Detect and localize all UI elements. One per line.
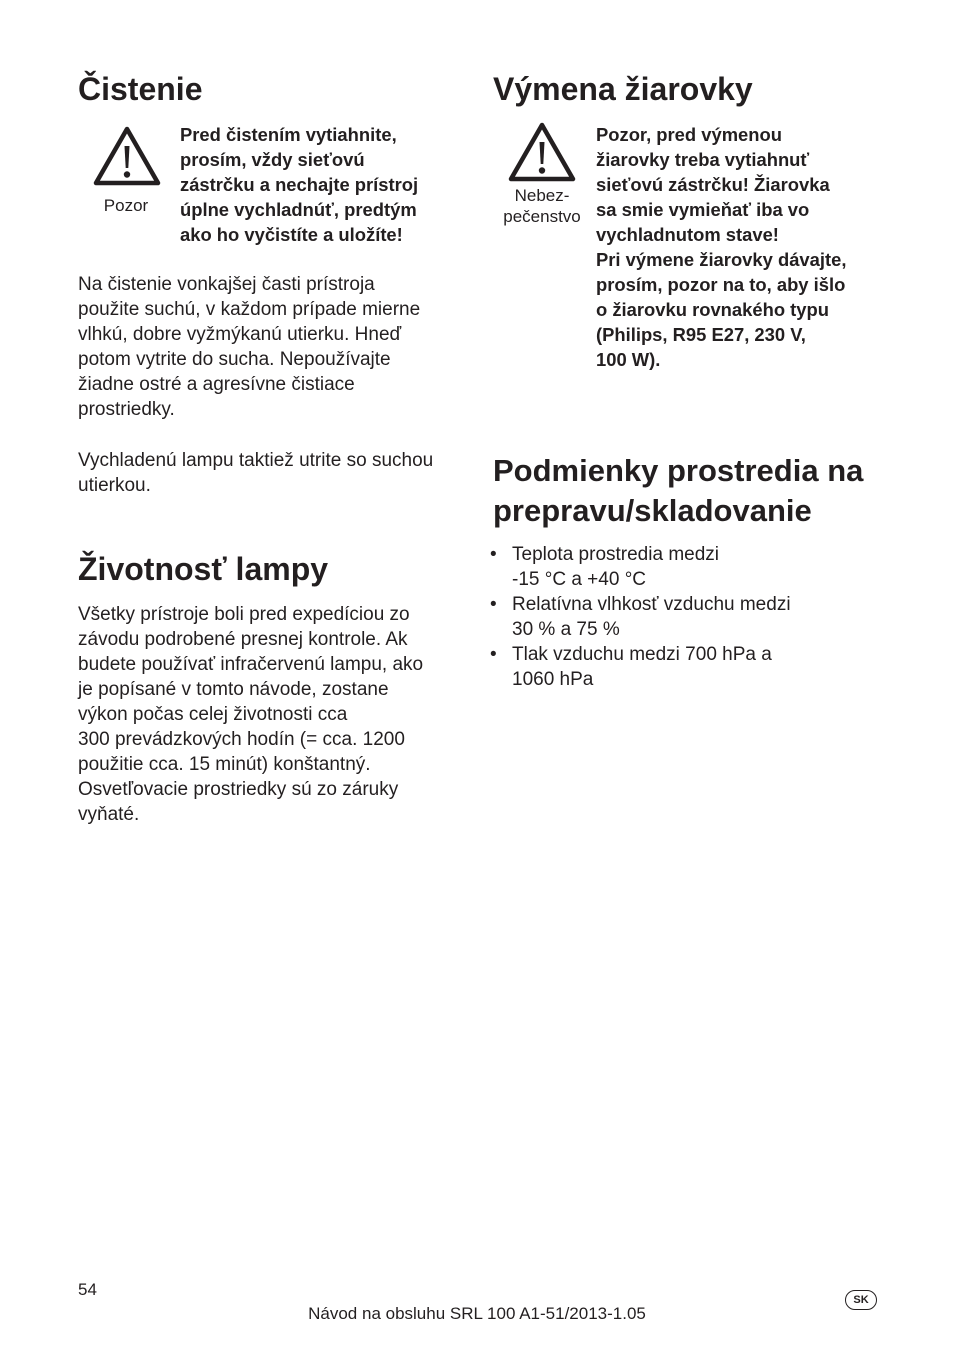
list-item-line: 1060 hPa bbox=[512, 669, 594, 690]
warning-line: ako ho vyčistíte a uložíte! bbox=[180, 224, 403, 245]
list-item bbox=[478, 592, 791, 642]
warning-label-line: pečenstvo bbox=[503, 207, 581, 226]
paragraph-line: 300 prevádzkových hodín (= cca. 1200 bbox=[78, 729, 405, 750]
paragraph-line: Osvetľovacie prostriedky sú zo záruky bbox=[78, 779, 399, 800]
title-line: prepravu/skladovanie bbox=[493, 493, 812, 528]
warning-line: sieťovú zástrčku! Žiarovka bbox=[596, 174, 830, 195]
paragraph-line: budete používať infračervenú lampu, ako bbox=[78, 654, 424, 675]
warning-triangle-icon bbox=[92, 124, 162, 188]
language-badge: SK bbox=[845, 1290, 877, 1310]
conditions-list bbox=[478, 542, 791, 692]
list-item bbox=[478, 642, 791, 692]
cleaning-paragraph bbox=[78, 272, 420, 422]
list-item-line: Relatívna vlhkosť vzduchu medzi bbox=[512, 594, 791, 615]
cleaning-title: Čistenie bbox=[78, 71, 203, 107]
warning-line: úplne vychladnúť, predtým bbox=[180, 199, 417, 220]
warning-triangle-icon bbox=[507, 120, 577, 184]
title-line: Podmienky prostredia na bbox=[493, 453, 864, 488]
list-item-line: -15 °C a +40 °C bbox=[512, 569, 647, 590]
warning-line: vychladnutom stave! bbox=[596, 224, 779, 245]
warning-line: Pozor, pred výmenou bbox=[596, 124, 782, 145]
page-number: 54 bbox=[78, 1280, 97, 1299]
list-item-line: Tlak vzduchu medzi 700 hPa a bbox=[512, 644, 772, 665]
list-item bbox=[478, 542, 791, 592]
warning-line: prosím, pozor na to, aby išlo bbox=[596, 274, 846, 295]
bullet: • bbox=[490, 644, 497, 665]
paragraph-line: použitie cca. 15 minút) konštantný. bbox=[78, 754, 371, 775]
lifetime-title: Životnosť lampy bbox=[78, 551, 329, 587]
paragraph-line: žiadne ostré a agresívne čistiace bbox=[78, 374, 355, 395]
paragraph-line: Všetky prístroje boli pred expedíciou zo bbox=[78, 604, 410, 625]
warning-line: o žiarovku rovnakého typu bbox=[596, 299, 829, 320]
warning-line: Pri výmene žiarovky dávajte, bbox=[596, 249, 847, 270]
list-item-line: Teplota prostredia medzi bbox=[512, 544, 719, 565]
bullet: • bbox=[490, 544, 497, 565]
list-item-line: 30 % a 75 % bbox=[512, 619, 620, 640]
warning-line: žiarovky treba vytiahnuť bbox=[596, 149, 810, 170]
paragraph-line: utierkou. bbox=[78, 475, 151, 496]
warning-line: sa smie vymieňať iba vo bbox=[596, 199, 810, 220]
paragraph-line: potom vytrite do sucha. Nepoužívajte bbox=[78, 349, 391, 370]
warning-label bbox=[494, 185, 590, 227]
paragraph-line: prostriedky. bbox=[78, 399, 175, 420]
paragraph-line: závodu podrobené presnej kontrole. Ak bbox=[78, 629, 408, 650]
paragraph-line: vlhkú, dobre vyžmýkanú utierku. Hneď bbox=[78, 324, 402, 345]
conditions-title bbox=[493, 451, 863, 531]
bullet: • bbox=[490, 594, 497, 615]
bulb-title: Výmena žiarovky bbox=[493, 71, 753, 107]
cleaning-warning-text bbox=[180, 122, 418, 247]
warning-line: 100 W). bbox=[596, 349, 661, 370]
warning-line: prosím, vždy sieťovú bbox=[180, 149, 365, 170]
paragraph-line: Na čistenie vonkajšej časti prístroja bbox=[78, 274, 375, 295]
warning-line: Pred čistením vytiahnite, bbox=[180, 124, 397, 145]
paragraph-line: je popísané v tomto návode, zostane bbox=[78, 679, 389, 700]
cleaning-paragraph-2 bbox=[78, 448, 433, 498]
document-reference: Návod na obsluhu SRL 100 A1-51/2013-1.05 bbox=[308, 1304, 646, 1323]
paragraph-line: výkon počas celej životnosti cca bbox=[78, 704, 348, 725]
lifetime-paragraph bbox=[78, 602, 423, 827]
warning-line: zástrčku a nechajte prístroj bbox=[180, 174, 419, 195]
warning-line: (Philips, R95 E27, 230 V, bbox=[596, 324, 806, 345]
warning-label-line: Nebez- bbox=[514, 186, 570, 205]
paragraph-line: Vychladenú lampu taktiež utrite so suchou bbox=[78, 450, 434, 471]
warning-label: Pozor bbox=[103, 196, 149, 215]
paragraph-line: vyňaté. bbox=[78, 804, 140, 825]
bulb-warning-text bbox=[596, 122, 846, 372]
paragraph-line: použite suchú, v každom prípade mierne bbox=[78, 299, 421, 320]
